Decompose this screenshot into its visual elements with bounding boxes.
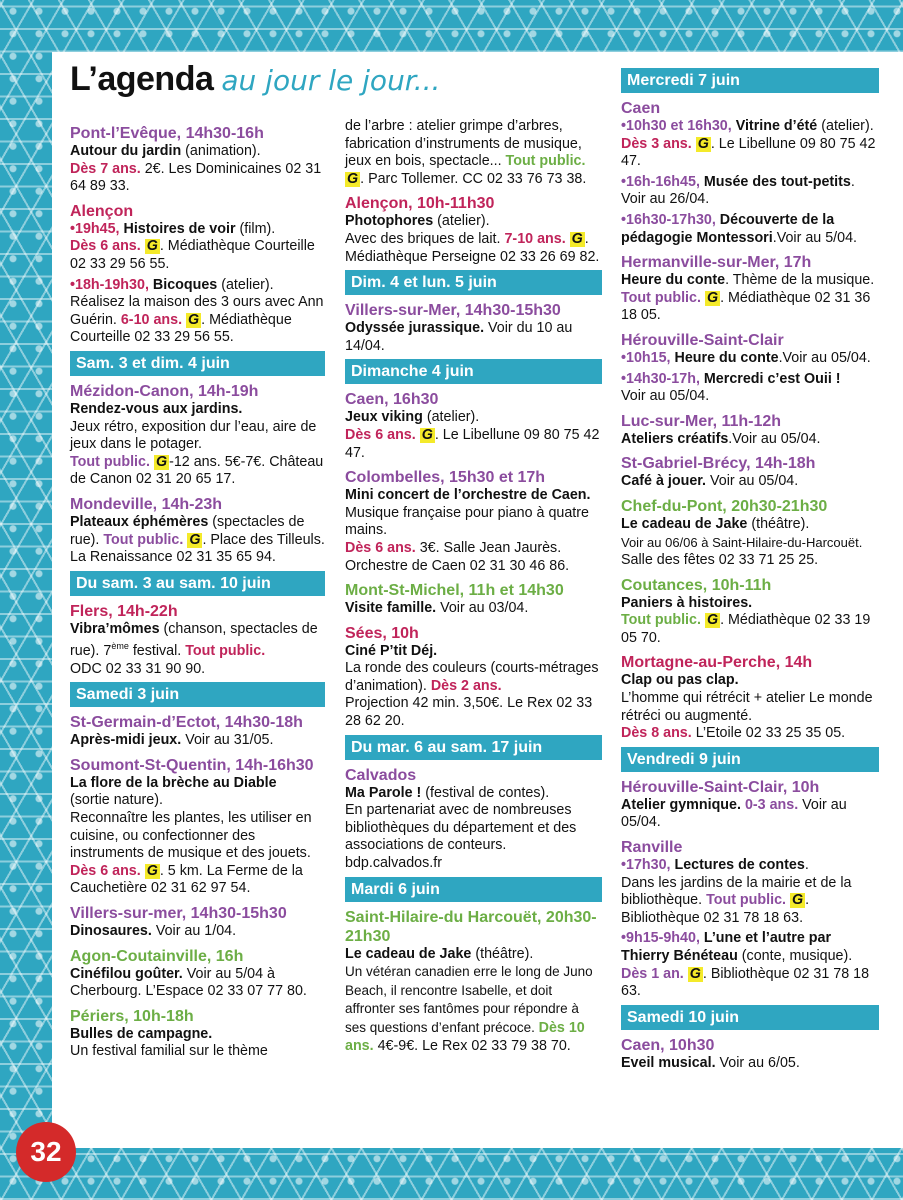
event-info: . Médiathèque Courteille 02 33 29 56 55. [70, 238, 315, 272]
date-band: Mardi 6 juin [345, 877, 602, 902]
event-time: •16h-16h45, [621, 173, 704, 190]
agenda-column-1 [70, 118, 325, 1064]
date-band: Vendredi 9 juin [621, 747, 879, 772]
event-info: 3€. Salle Jean Jaurès. Orchestre de Caen 02 31 30 46 86. [345, 539, 570, 574]
event-desc: de l’arbre : atelier grimpe d’arbres, fabrication d’instruments de musique, jeux en bois, spectacle... [345, 118, 582, 170]
event-info: Voir au 03/04. [436, 600, 529, 617]
event-title: Eveil musical. [621, 1054, 716, 1071]
age-label: Dès 6 ans. [345, 539, 416, 556]
event-desc: (animation). [181, 143, 261, 159]
event-info: . Médiathèque Courteille 02 33 29 56 55. [70, 311, 292, 346]
event-info: .Voir au 05/04. [728, 430, 821, 447]
event-info: . Médiathèque Perseigne 02 33 26 69 82. [345, 230, 600, 265]
age-label: Dès 6 ans. [345, 426, 416, 443]
event-entry [70, 401, 325, 489]
event-desc: (festival de contes). [421, 784, 550, 801]
event-title: Histoires de voir [123, 220, 236, 237]
age-label: Dès 6 ans. [70, 862, 141, 879]
event-title: Dinosaures. [70, 922, 152, 939]
event-desc: festival. [128, 643, 186, 660]
free-badge: G [792, 892, 804, 909]
event-entry [621, 212, 879, 247]
event-desc: (conte, musique). [737, 948, 853, 964]
age-label: Dès 6 ans. [70, 238, 141, 255]
page-number-badge: 32 [16, 1122, 76, 1182]
event-entry [621, 431, 879, 449]
agenda-page [52, 52, 903, 1148]
event-entry [70, 221, 325, 274]
location-heading: Soumont-St-Quentin, 14h-16h30 [70, 756, 314, 774]
event-entry [621, 797, 879, 832]
audience-label: Tout public. [706, 892, 787, 909]
event-title: Photophores [345, 213, 434, 230]
location-heading: Hérouville-Saint-Clair, 10h [621, 778, 820, 796]
age-label: 6-10 ans. [120, 311, 183, 328]
location-heading: Alençon, 10h-11h30 [345, 195, 495, 213]
date-band: Samedi 10 juin [621, 1005, 879, 1030]
event-desc: Dans les jardins de la mairie et de la bibliothèque. [621, 874, 852, 909]
event-desc: (film). [235, 220, 276, 237]
location-heading: Luc-sur-Mer, 11h-12h [621, 412, 782, 430]
date-band: Du sam. 3 au sam. 10 juin [70, 571, 325, 596]
free-badge: G [697, 135, 709, 152]
event-desc: Jeux rétro, exposition dur l’eau, aire de jeux dans le potager. [70, 418, 317, 453]
event-info: Voir au 05/04. [706, 473, 799, 490]
event-entry [345, 785, 602, 873]
event-title: Musée des tout-petits [703, 173, 851, 190]
event-info: Voir au 05/04. [621, 796, 847, 831]
event-entry [621, 1055, 879, 1073]
event-time: •19h45, [70, 220, 124, 237]
event-info: Voir au 6/05. [715, 1054, 800, 1071]
event-desc: (atelier). [433, 213, 490, 230]
event-info: Voir au 1/04. [151, 922, 237, 939]
event-entry [70, 923, 325, 941]
event-info: . Médiathèque 02 33 19 05 70. [621, 612, 871, 646]
event-title: Plateaux éphémères [70, 513, 209, 530]
event-entry [70, 732, 325, 750]
location-heading: Villers-sur-Mer, 14h30-15h30 [345, 302, 561, 320]
event-entry [621, 272, 879, 325]
location-heading: Mondeville, 14h-23h [70, 495, 223, 513]
event-info: . Place des Tilleuls. La Renaissance 02 31 35 65 94. [70, 531, 325, 566]
event-title: Après-midi jeux. [70, 732, 182, 749]
free-badge: G [347, 170, 359, 187]
location-heading: Sées, 10h [345, 624, 419, 642]
event-title: Le cadeau de Jake [621, 515, 748, 532]
event-desc: (sortie nature). [70, 792, 163, 809]
event-entry [70, 621, 325, 679]
event-info: . Voir au 26/04. [621, 173, 855, 208]
event-title: Le cadeau de Jake [345, 945, 472, 962]
location-heading: Caen [621, 100, 661, 117]
event-entry [621, 118, 879, 171]
event-time: •9h15-9h40, [621, 930, 704, 947]
location-heading: Coutances, 10h-11h [621, 576, 772, 594]
location-heading: Périers, 10h-18h [70, 1007, 194, 1025]
event-title: Rendez-vous aux jardins. [70, 400, 243, 417]
event-title: Clap ou pas clap. [621, 672, 739, 689]
location-heading: Agon-Coutainville, 16h [70, 947, 244, 965]
event-info: ODC 02 33 31 90 90. [70, 660, 206, 677]
location-heading: Calvados [345, 766, 417, 784]
event-title: Mercredi c’est Ouii ! [703, 370, 841, 387]
event-entry [345, 946, 602, 1056]
event-entry [621, 473, 879, 491]
title-script: au jour le jour... [221, 64, 441, 97]
event-info: Salle des fêtes 02 33 71 25 25. [621, 552, 819, 569]
location-heading: Pont-l’Evêque, 14h30-16h [70, 125, 264, 142]
audience-label: Tout public. [185, 643, 266, 660]
free-badge: G [706, 612, 719, 629]
audience-label: Tout public. [621, 289, 701, 306]
event-desc: Reconnaître les plantes, les utiliser en cuisine, ou confectionner des instruments de musique et des jouets. [70, 810, 312, 862]
audience-label: Tout public. [505, 153, 586, 170]
event-desc: L’homme qui rétrécit + atelier Le monde rétréci ou augmenté. [621, 690, 873, 724]
event-desc: (chanson, spectacles de rue). 7 [70, 620, 318, 660]
event-title: Heure du conte [621, 272, 726, 289]
date-band: Dim. 4 et lun. 5 juin [345, 270, 602, 295]
event-info: . Bibliothèque 02 31 78 18 63. [621, 892, 810, 926]
event-entry [70, 1026, 325, 1061]
event-entry [70, 775, 325, 898]
event-entry [345, 213, 602, 266]
location-heading: Flers, 14h-22h [70, 602, 178, 620]
event-time: •14h30-17h, [621, 370, 704, 387]
event-info: . Médiathèque 02 31 36 18 05. [621, 289, 871, 324]
event-entry [621, 930, 879, 1000]
event-title: Bulles de campagne. [70, 1025, 213, 1042]
event-info: Voir au 05/04. [621, 388, 710, 405]
location-heading: Mortagne-au-Perche, 14h [621, 654, 813, 672]
event-desc: (atelier). [422, 409, 480, 426]
event-entry [621, 174, 879, 209]
event-desc: Un vétéran canadien erre le long de Juno Beach, il rencontre Isabelle, et doit affronter ses fantômes pour répondre à ses questions d’enfant précoce. [345, 964, 593, 1035]
event-desc: (atelier). Réalisez la maison des 3 ours avec Ann Guérin. [70, 276, 324, 328]
event-desc: . Thème de la musique. [725, 272, 875, 289]
page-title [70, 60, 610, 112]
event-title: Café à jouer. [621, 473, 707, 490]
location-heading: Hérouville-Saint-Clair [621, 331, 784, 349]
event-info: -12 ans. 5€-7€. Château de Canon 02 31 20 65 17. [70, 453, 324, 488]
event-desc: . [804, 857, 809, 874]
event-info: Voir au 5/04 à Cherbourg. L’Espace 02 33 07 77 80. [70, 965, 307, 1000]
event-title: Lectures de contes [674, 857, 805, 874]
date-band: Samedi 3 juin [70, 682, 325, 707]
age-label: Dès 2 ans. [430, 677, 502, 694]
location-heading: Saint-Hilaire-du Harcouët, 20h30-21h30 [345, 908, 597, 945]
event-info: bdp.calvados.fr [345, 855, 442, 872]
date-band: Sam. 3 et dim. 4 juin [70, 351, 325, 376]
event-info: 2€. Les Dominicaines 02 31 64 89 33. [70, 160, 322, 195]
free-badge: G [146, 238, 158, 255]
event-desc: (théâtre). [471, 945, 534, 962]
age-label: Dès 1 an. [621, 965, 684, 982]
event-title: Paniers à histoires. [621, 594, 753, 611]
audience-label: Tout public. [103, 531, 184, 548]
location-heading: Villers-sur-mer, 14h30-15h30 [70, 904, 287, 922]
location-heading: Caen, 16h30 [345, 391, 439, 409]
event-desc: (atelier). [817, 118, 874, 134]
event-info: .Voir au 5/04. [772, 229, 857, 246]
agenda-column-2 [345, 118, 602, 1058]
location-heading: Caen, 10h30 [621, 1036, 715, 1054]
event-entry [621, 350, 879, 368]
event-info: . Le Libellune 09 80 75 42 47. [345, 426, 600, 461]
free-badge: G [146, 862, 158, 879]
event-title: Ciné P’tit Déj. [345, 642, 438, 659]
location-heading: Chef-du-Pont, 20h30-21h30 [621, 497, 828, 515]
date-band: Du mar. 6 au sam. 17 juin [345, 735, 602, 760]
free-badge: G [689, 965, 701, 982]
event-entry [621, 857, 879, 927]
event-entry [70, 514, 325, 567]
date-band: Dimanche 4 juin [345, 359, 602, 384]
event-title: Autour du jardin [70, 143, 182, 159]
free-badge: G [188, 311, 200, 328]
event-desc: La ronde des couleurs (courts-métrages d’animation). [345, 660, 599, 694]
event-title: Découverte de la pédagogie Montessori [621, 211, 835, 246]
free-badge: G [189, 531, 201, 548]
event-entry [345, 409, 602, 462]
event-desc: Avec des briques de lait. [345, 230, 505, 247]
event-desc: (théâtre). [747, 515, 810, 532]
event-title: Heure du conte [674, 349, 779, 366]
event-time: •17h30, [621, 857, 675, 874]
event-entry [621, 516, 879, 570]
event-entry [345, 320, 602, 355]
event-title: L’une et l’autre par Thierry Bénéteau [621, 930, 832, 964]
event-desc: Musique française pour piano à quatre mains. [345, 504, 589, 539]
location-heading: Mézidon-Canon, 14h-19h [70, 382, 259, 400]
event-entry [621, 595, 879, 648]
free-badge: G [421, 426, 433, 443]
event-title: La flore de la brèche au Diable [70, 774, 277, 791]
age-label: Dès 8 ans. [621, 725, 692, 742]
event-info: . Le Libellune 09 80 75 42 47. [621, 135, 876, 170]
event-entry [70, 277, 325, 347]
age-label: 7-10 ans. [504, 230, 566, 247]
event-title: Jeux viking [345, 409, 423, 426]
title-main: L’agenda [70, 60, 214, 98]
event-info: . Parc Tollemer. CC 02 33 76 73 38. [360, 170, 587, 187]
event-info: 4€-9€. Le Rex 02 33 79 38 70. [373, 1037, 571, 1054]
event-entry [70, 143, 325, 196]
location-heading: Colombelles, 15h30 et 17h [345, 469, 546, 487]
event-title: Odyssée jurassique. [345, 320, 485, 337]
event-desc: Voir au 06/06 à Saint-Hilaire-du-Harcouët. [621, 534, 863, 550]
agenda-column-3 [621, 64, 879, 1075]
event-desc: (spectacles de rue). [70, 513, 305, 548]
event-title: Atelier gymnique. [621, 796, 741, 813]
free-badge: G [571, 230, 583, 247]
event-title: Mini concert de l’orchestre de Caen. [345, 487, 591, 504]
event-info: Voir au 31/05. [181, 732, 274, 749]
free-badge: G [155, 453, 168, 470]
event-title: Cinéfilou goûter. [70, 965, 183, 982]
audience-label: Tout public. [70, 453, 150, 470]
audience-label: Tout public. [621, 612, 701, 629]
date-band: Mercredi 7 juin [621, 68, 879, 93]
event-info: . Bibliothèque 02 31 78 18 63. [621, 965, 870, 1000]
age-label: Dès 10 ans. [345, 1020, 585, 1054]
event-info: L’Etoile 02 33 25 35 05. [691, 725, 846, 742]
event-title: Visite famille. [345, 600, 437, 617]
event-entry [621, 672, 879, 742]
event-title: Ateliers créatifs [621, 430, 729, 447]
age-label: Dès 7 ans. [70, 160, 141, 177]
event-desc: En partenariat avec de nombreuses bibliothèques du département et des associations de conteurs. [345, 802, 577, 854]
event-entry [621, 371, 879, 406]
event-time: •18h-19h30, [70, 276, 153, 293]
event-info: Voir du 10 au 14/04. [345, 320, 573, 354]
event-time: •10h30 et 16h30, [621, 118, 736, 134]
event-info: .Voir au 05/04. [778, 349, 871, 366]
superscript: ème [111, 641, 129, 652]
location-heading: Ranville [621, 839, 683, 857]
event-info: . 5 km. La Ferme de la Cauchetière 02 31 62 97 54. [70, 862, 303, 897]
location-heading: Mont-St-Michel, 11h et 14h30 [345, 582, 564, 600]
location-heading: St-Germain-d’Ectot, 14h30-18h [70, 714, 303, 732]
event-title: Vibra’mômes [70, 620, 160, 637]
event-desc: Un festival familial sur le thème [70, 1043, 268, 1060]
event-info: Projection 42 min. 3,50€. Le Rex 02 33 28 62 20. [345, 695, 593, 730]
age-label: 0-3 ans. [744, 796, 799, 813]
free-badge: G [706, 289, 719, 306]
location-heading: St-Gabriel-Brécy, 14h-18h [621, 455, 816, 473]
event-time: •10h15, [621, 349, 675, 366]
event-time: •16h30-17h30, [621, 211, 720, 228]
event-title: Ma Parole ! [345, 784, 422, 801]
event-title: Vitrine d’été [735, 118, 818, 134]
age-label: Dès 3 ans. [621, 135, 692, 152]
location-heading: Hermanville-sur-Mer, 17h [621, 254, 812, 272]
event-entry [345, 118, 602, 188]
event-entry [345, 600, 602, 618]
event-entry [345, 643, 602, 731]
event-entry [345, 487, 602, 575]
event-title: Bicoques [152, 276, 218, 293]
location-heading: Alençon [70, 202, 134, 220]
event-entry [70, 966, 325, 1001]
